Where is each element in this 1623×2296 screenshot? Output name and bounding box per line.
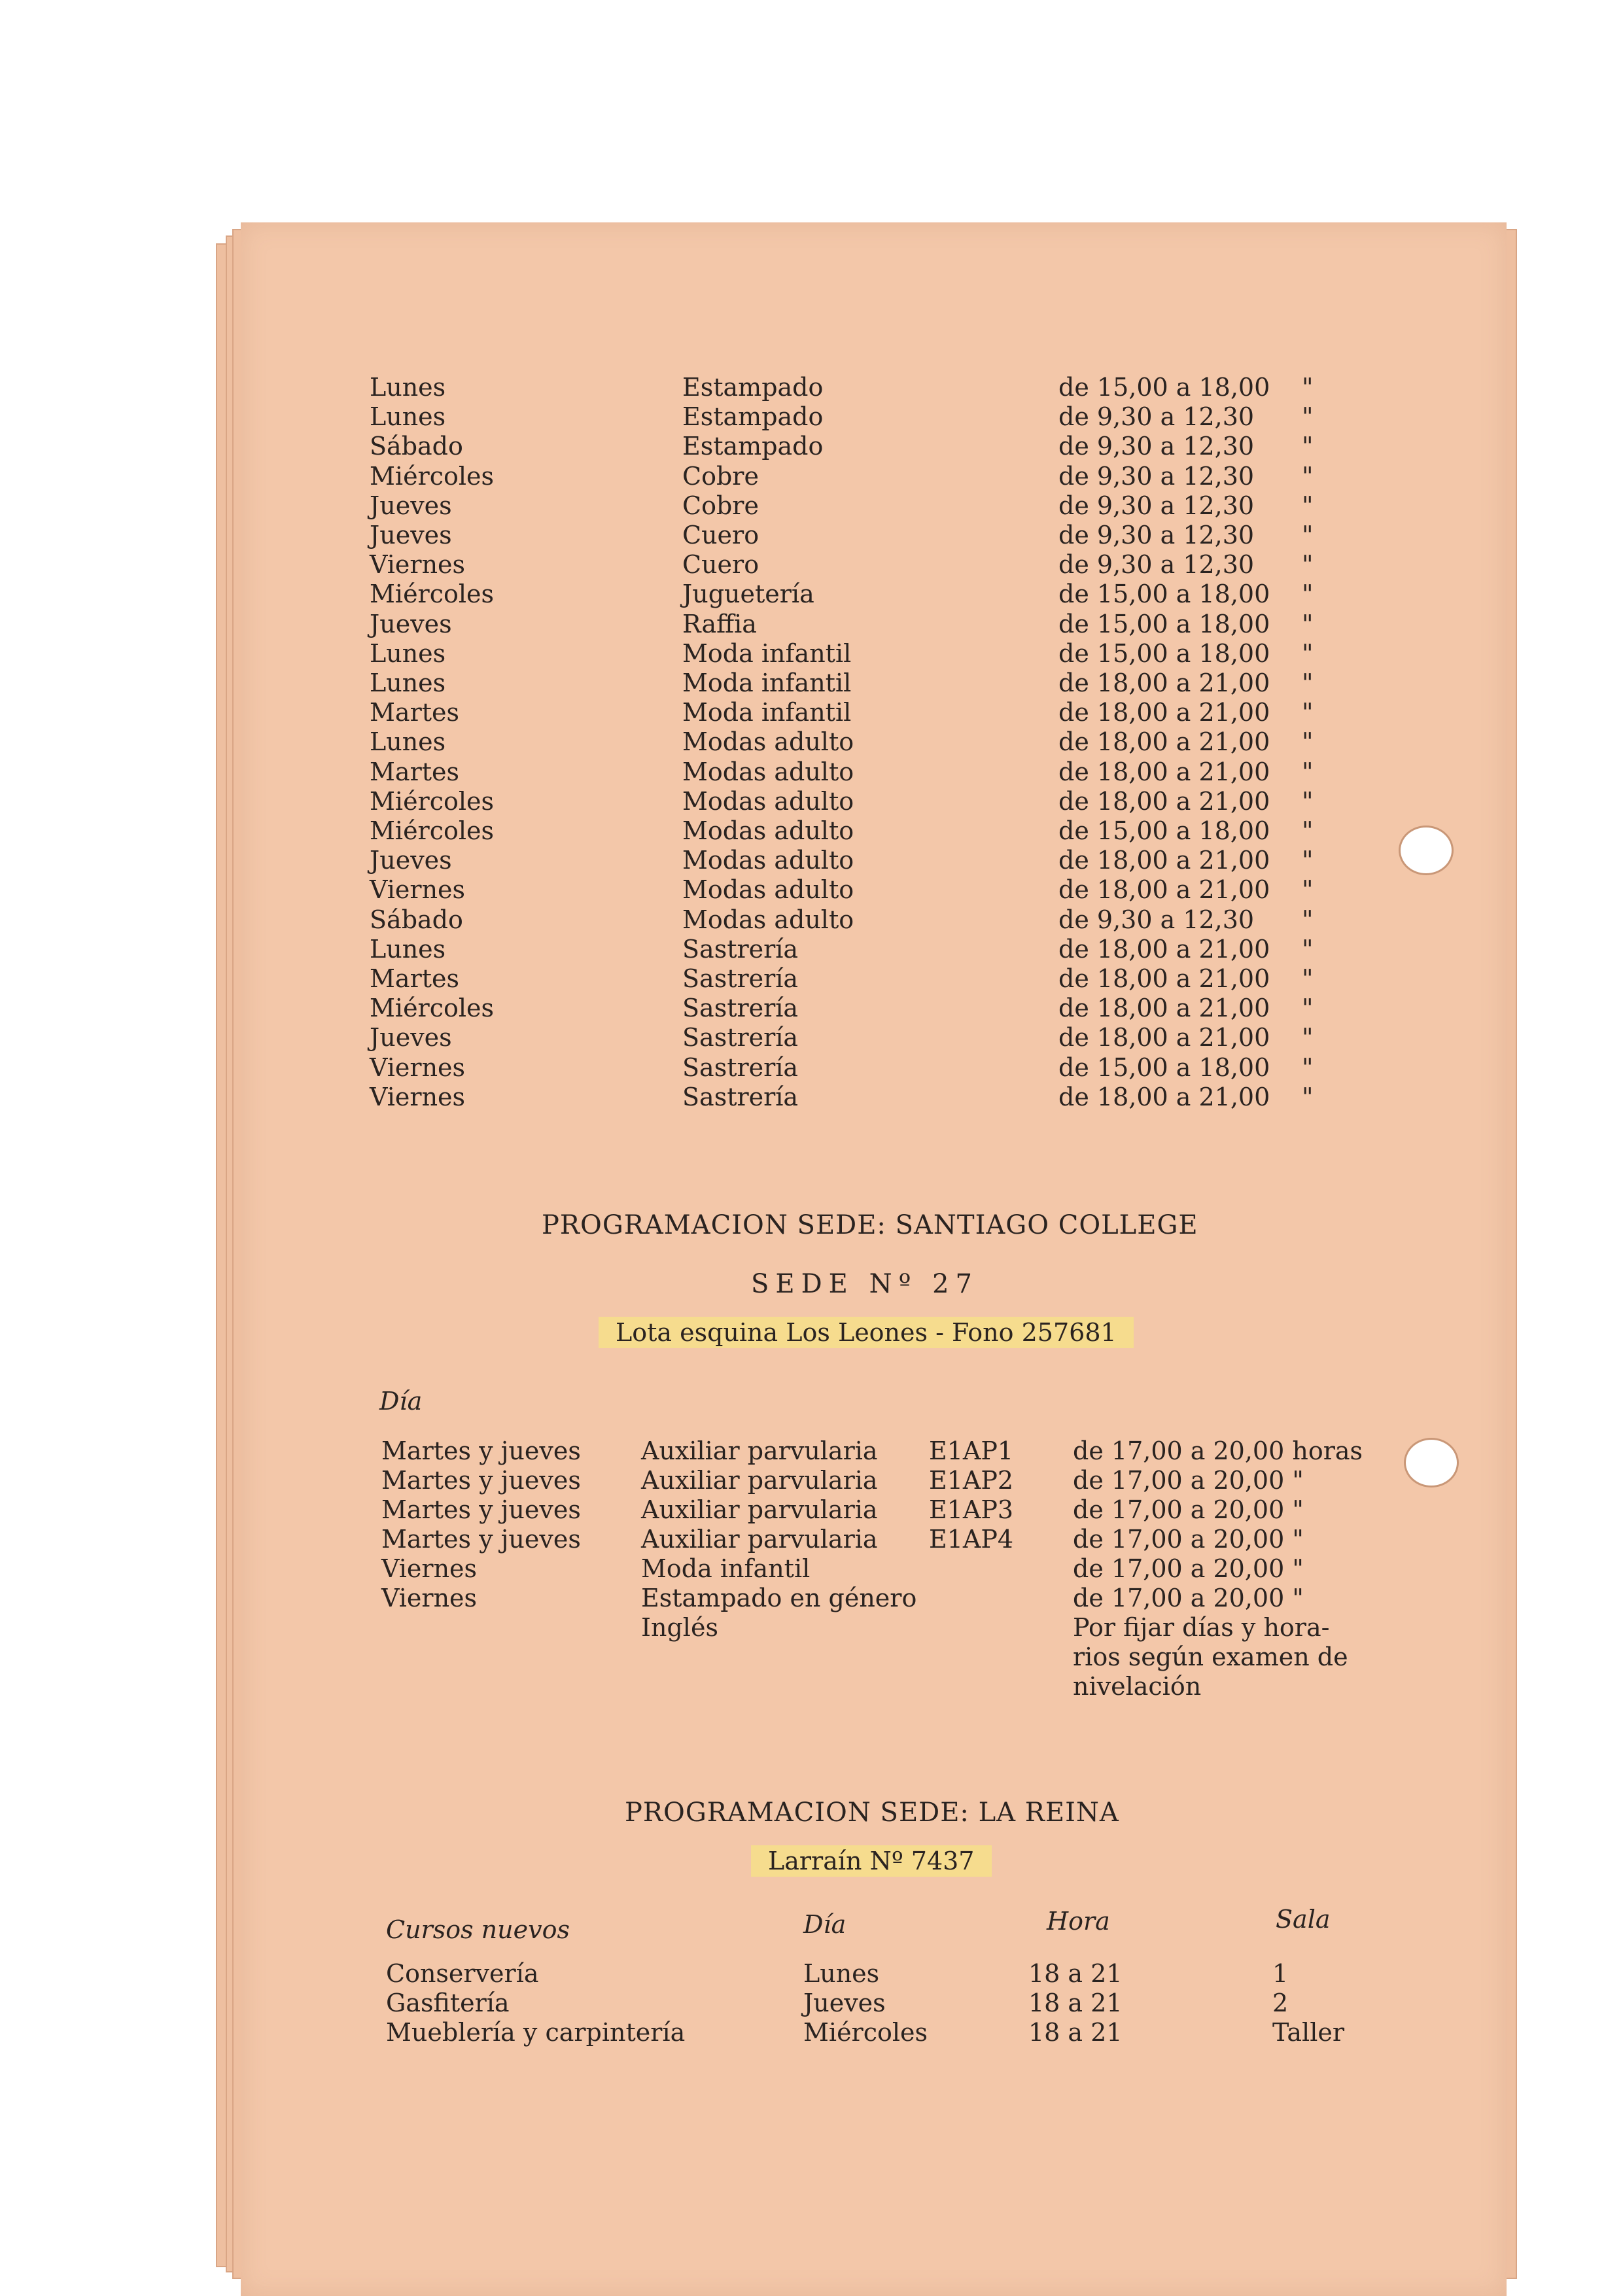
santiago-course: Auxiliar parvularia: [641, 1466, 878, 1495]
schedule-row: [0, 1083, 1623, 1112]
schedule-course: Sastrería: [682, 934, 799, 964]
schedule-day: Lunes: [370, 402, 446, 432]
schedule-time: de 15,00 a 18,00: [1058, 816, 1270, 845]
reina-hour: 18 a 21: [1028, 2018, 1123, 2047]
santiago-day: Viernes: [381, 1584, 478, 1612]
reina-room: 1: [1272, 1959, 1289, 1988]
santiago-row: [0, 1436, 1623, 1466]
header-hora: Hora: [1047, 1907, 1110, 1936]
schedule-course: Moda infantil: [682, 638, 852, 668]
schedule-time: de 18,00 a 21,00: [1058, 786, 1270, 816]
schedule-mark: ": [1302, 550, 1314, 580]
schedule-row: [0, 994, 1623, 1023]
schedule-row: [0, 402, 1623, 432]
schedule-time: de 18,00 a 21,00: [1058, 994, 1270, 1023]
schedule-course: Estampado: [682, 373, 824, 402]
header-cursos-nuevos: Cursos nuevos: [386, 1915, 570, 1944]
schedule-mark: ": [1302, 816, 1314, 845]
schedule-course: Raffia: [682, 609, 757, 638]
schedule-mark: ": [1302, 875, 1314, 905]
day-header: Día: [379, 1387, 423, 1416]
schedule-time: de 15,00 a 18,00: [1058, 1052, 1270, 1082]
schedule-mark: ": [1302, 432, 1314, 461]
schedule-mark: ": [1302, 491, 1314, 520]
schedule-course: Juguetería: [682, 580, 814, 609]
reina-hour: 18 a 21: [1028, 1989, 1123, 2017]
santiago-address-text: Lota esquina Los Leones - Fono 257681: [599, 1317, 1134, 1348]
schedule-day: Lunes: [370, 638, 446, 668]
santiago-course: Auxiliar parvularia: [641, 1436, 878, 1465]
schedule-mark: ": [1302, 580, 1314, 609]
schedule-time: de 15,00 a 18,00: [1058, 373, 1270, 402]
schedule-mark: ": [1302, 402, 1314, 432]
santiago-row: [0, 1613, 1623, 1643]
reina-title: PROGRAMACION SEDE: LA REINA: [625, 1798, 1119, 1828]
santiago-course: Auxiliar parvularia: [641, 1495, 878, 1524]
schedule-day: Viernes: [370, 875, 466, 905]
santiago-code: E1AP4: [929, 1525, 1014, 1554]
santiago-title: PROGRAMACION SEDE: SANTIAGO COLLEGE: [542, 1210, 1198, 1240]
schedule-row: [0, 373, 1623, 402]
schedule-course: Modas adulto: [682, 757, 854, 786]
schedule-row: [0, 727, 1623, 757]
schedule-course: Estampado: [682, 432, 824, 461]
santiago-address: [599, 1316, 1134, 1349]
schedule-row: [0, 757, 1623, 787]
reina-day: Miércoles: [803, 2018, 928, 2047]
schedule-course: Cuero: [682, 550, 759, 580]
santiago-course: Inglés: [641, 1613, 718, 1642]
schedule-mark: ": [1302, 1082, 1314, 1111]
santiago-day: Martes y jueves: [381, 1466, 581, 1495]
santiago-time: de 17,00 a 20,00 ": [1073, 1584, 1304, 1612]
schedule-row: [0, 550, 1623, 580]
santiago-code: E1AP1: [929, 1436, 1014, 1465]
schedule-day: Miércoles: [370, 786, 495, 816]
schedule-day: Jueves: [370, 846, 452, 875]
schedule-course: Estampado: [682, 402, 824, 432]
schedule-time: de 18,00 a 21,00: [1058, 1023, 1270, 1052]
schedule-day: Miércoles: [370, 994, 495, 1023]
schedule-row: [0, 610, 1623, 639]
santiago-time: nivelación: [1073, 1672, 1202, 1701]
header-sala: Sala: [1276, 1905, 1331, 1934]
schedule-course: Modas adulto: [682, 905, 854, 934]
santiago-row: [0, 1643, 1623, 1672]
santiago-row: [0, 1495, 1623, 1525]
reina-course: Gasfitería: [386, 1989, 510, 2017]
reina-address-text: Larraín Nº 7437: [751, 1845, 992, 1877]
schedule-row: [0, 639, 1623, 669]
schedule-day: Lunes: [370, 934, 446, 964]
reina-hour: 18 a 21: [1028, 1959, 1123, 1988]
santiago-time: de 17,00 a 20,00 ": [1073, 1466, 1304, 1495]
schedule-day: Jueves: [370, 1023, 452, 1052]
santiago-day: Viernes: [381, 1554, 478, 1583]
schedule-time: de 9,30 a 12,30: [1058, 402, 1255, 432]
schedule-course: Sastrería: [682, 964, 799, 993]
santiago-day: Martes y jueves: [381, 1495, 581, 1524]
schedule-course: Modas adulto: [682, 727, 854, 757]
santiago-row: [0, 1554, 1623, 1584]
schedule-row: [0, 462, 1623, 491]
schedule-time: de 18,00 a 21,00: [1058, 757, 1270, 786]
santiago-time: Por fijar días y hora-: [1073, 1613, 1330, 1642]
reina-course: Mueblería y carpintería: [386, 2018, 686, 2047]
santiago-time: de 17,00 a 20,00 horas: [1073, 1436, 1363, 1465]
schedule-course: Cobre: [682, 461, 759, 491]
schedule-course: Sastrería: [682, 1023, 799, 1052]
schedule-mark: ": [1302, 373, 1314, 402]
reina-row: [0, 1959, 1623, 1989]
schedule-mark: ": [1302, 934, 1314, 964]
schedule-row: [0, 846, 1623, 875]
schedule-row: [0, 669, 1623, 698]
schedule-time: de 9,30 a 12,30: [1058, 550, 1255, 580]
schedule-row: [0, 875, 1623, 905]
schedule-mark: ": [1302, 609, 1314, 638]
schedule-row: [0, 698, 1623, 727]
santiago-row: [0, 1584, 1623, 1613]
schedule-time: de 18,00 a 21,00: [1058, 875, 1270, 905]
schedule-row: [0, 1023, 1623, 1052]
schedule-time: de 9,30 a 12,30: [1058, 432, 1255, 461]
schedule-row: [0, 491, 1623, 521]
schedule-day: Miércoles: [370, 580, 495, 609]
schedule-row: [0, 935, 1623, 964]
reina-room: Taller: [1272, 2018, 1345, 2047]
santiago-time: de 17,00 a 20,00 ": [1073, 1554, 1304, 1583]
schedule-row: [0, 580, 1623, 609]
schedule-row: [0, 905, 1623, 935]
schedule-course: Cuero: [682, 521, 759, 549]
schedule-time: de 18,00 a 21,00: [1058, 669, 1270, 697]
schedule-day: Martes: [370, 964, 459, 993]
schedule-day: Sábado: [370, 432, 463, 461]
schedule-mark: ": [1302, 521, 1314, 549]
schedule-time: de 9,30 a 12,30: [1058, 521, 1255, 549]
schedule-mark: ": [1302, 638, 1314, 668]
schedule-course: Modas adulto: [682, 786, 854, 816]
santiago-row: [0, 1466, 1623, 1495]
santiago-course: Moda infantil: [641, 1554, 811, 1583]
schedule-mark: ": [1302, 905, 1314, 934]
schedule-course: Modas adulto: [682, 846, 854, 875]
schedule-day: Sábado: [370, 905, 463, 934]
schedule-mark: ": [1302, 1023, 1314, 1052]
schedule-row: [0, 964, 1623, 994]
schedule-time: de 9,30 a 12,30: [1058, 905, 1255, 934]
reina-row: [0, 2018, 1623, 2047]
santiago-day: Martes y jueves: [381, 1525, 581, 1554]
schedule-day: Viernes: [370, 550, 466, 580]
schedule-mark: ": [1302, 964, 1314, 993]
reina-address: [751, 1845, 992, 1877]
schedule-day: Lunes: [370, 669, 446, 697]
santiago-course: Estampado en género: [641, 1584, 917, 1612]
schedule-course: Moda infantil: [682, 669, 852, 697]
santiago-row: [0, 1525, 1623, 1554]
reina-room: 2: [1272, 1989, 1289, 2017]
schedule-course: Cobre: [682, 491, 759, 520]
schedule-day: Jueves: [370, 609, 452, 638]
schedule-day: Miércoles: [370, 816, 495, 845]
schedule-row: [0, 432, 1623, 461]
schedule-mark: ": [1302, 1052, 1314, 1082]
schedule-course: Modas adulto: [682, 816, 854, 845]
schedule-day: Lunes: [370, 373, 446, 402]
schedule-time: de 15,00 a 18,00: [1058, 638, 1270, 668]
santiago-time: rios según examen de: [1073, 1643, 1348, 1671]
schedule-mark: ": [1302, 669, 1314, 697]
schedule-time: de 18,00 a 21,00: [1058, 964, 1270, 993]
reina-day: Lunes: [803, 1959, 880, 1988]
santiago-time: de 17,00 a 20,00 ": [1073, 1495, 1304, 1524]
header-dia: Día: [803, 1910, 846, 1939]
santiago-course: Auxiliar parvularia: [641, 1525, 878, 1554]
schedule-row: [0, 1053, 1623, 1083]
schedule-course: Sastrería: [682, 1052, 799, 1082]
schedule-row: [0, 787, 1623, 816]
santiago-day: Martes y jueves: [381, 1436, 581, 1465]
schedule-mark: ": [1302, 461, 1314, 491]
schedule-row: [0, 816, 1623, 846]
schedule-time: de 9,30 a 12,30: [1058, 461, 1255, 491]
schedule-day: Martes: [370, 757, 459, 786]
schedule-day: Miércoles: [370, 461, 495, 491]
santiago-row: [0, 1672, 1623, 1701]
schedule-time: de 15,00 a 18,00: [1058, 609, 1270, 638]
santiago-time: de 17,00 a 20,00 ": [1073, 1525, 1304, 1554]
sede-number: SEDE Nº 27: [751, 1269, 979, 1299]
schedule-time: de 15,00 a 18,00: [1058, 580, 1270, 609]
reina-row: [0, 1989, 1623, 2018]
reina-day: Jueves: [803, 1989, 886, 2017]
schedule-row: [0, 521, 1623, 550]
schedule-mark: ": [1302, 994, 1314, 1023]
schedule-course: Sastrería: [682, 1082, 799, 1111]
reina-course: Conservería: [386, 1959, 539, 1988]
schedule-day: Jueves: [370, 491, 452, 520]
schedule-time: de 9,30 a 12,30: [1058, 491, 1255, 520]
schedule-day: Viernes: [370, 1082, 466, 1111]
schedule-mark: ": [1302, 727, 1314, 757]
santiago-code: E1AP2: [929, 1466, 1014, 1495]
schedule-time: de 18,00 a 21,00: [1058, 934, 1270, 964]
schedule-day: Jueves: [370, 521, 452, 549]
schedule-mark: ": [1302, 698, 1314, 727]
schedule-day: Martes: [370, 698, 459, 727]
schedule-time: de 18,00 a 21,00: [1058, 727, 1270, 757]
schedule-course: Moda infantil: [682, 698, 852, 727]
schedule-time: de 18,00 a 21,00: [1058, 846, 1270, 875]
schedule-mark: ": [1302, 846, 1314, 875]
santiago-code: E1AP3: [929, 1495, 1014, 1524]
schedule-day: Viernes: [370, 1052, 466, 1082]
schedule-day: Lunes: [370, 727, 446, 757]
schedule-time: de 18,00 a 21,00: [1058, 698, 1270, 727]
schedule-time: de 18,00 a 21,00: [1058, 1082, 1270, 1111]
schedule-course: Modas adulto: [682, 875, 854, 905]
schedule-mark: ": [1302, 786, 1314, 816]
schedule-course: Sastrería: [682, 994, 799, 1023]
schedule-mark: ": [1302, 757, 1314, 786]
